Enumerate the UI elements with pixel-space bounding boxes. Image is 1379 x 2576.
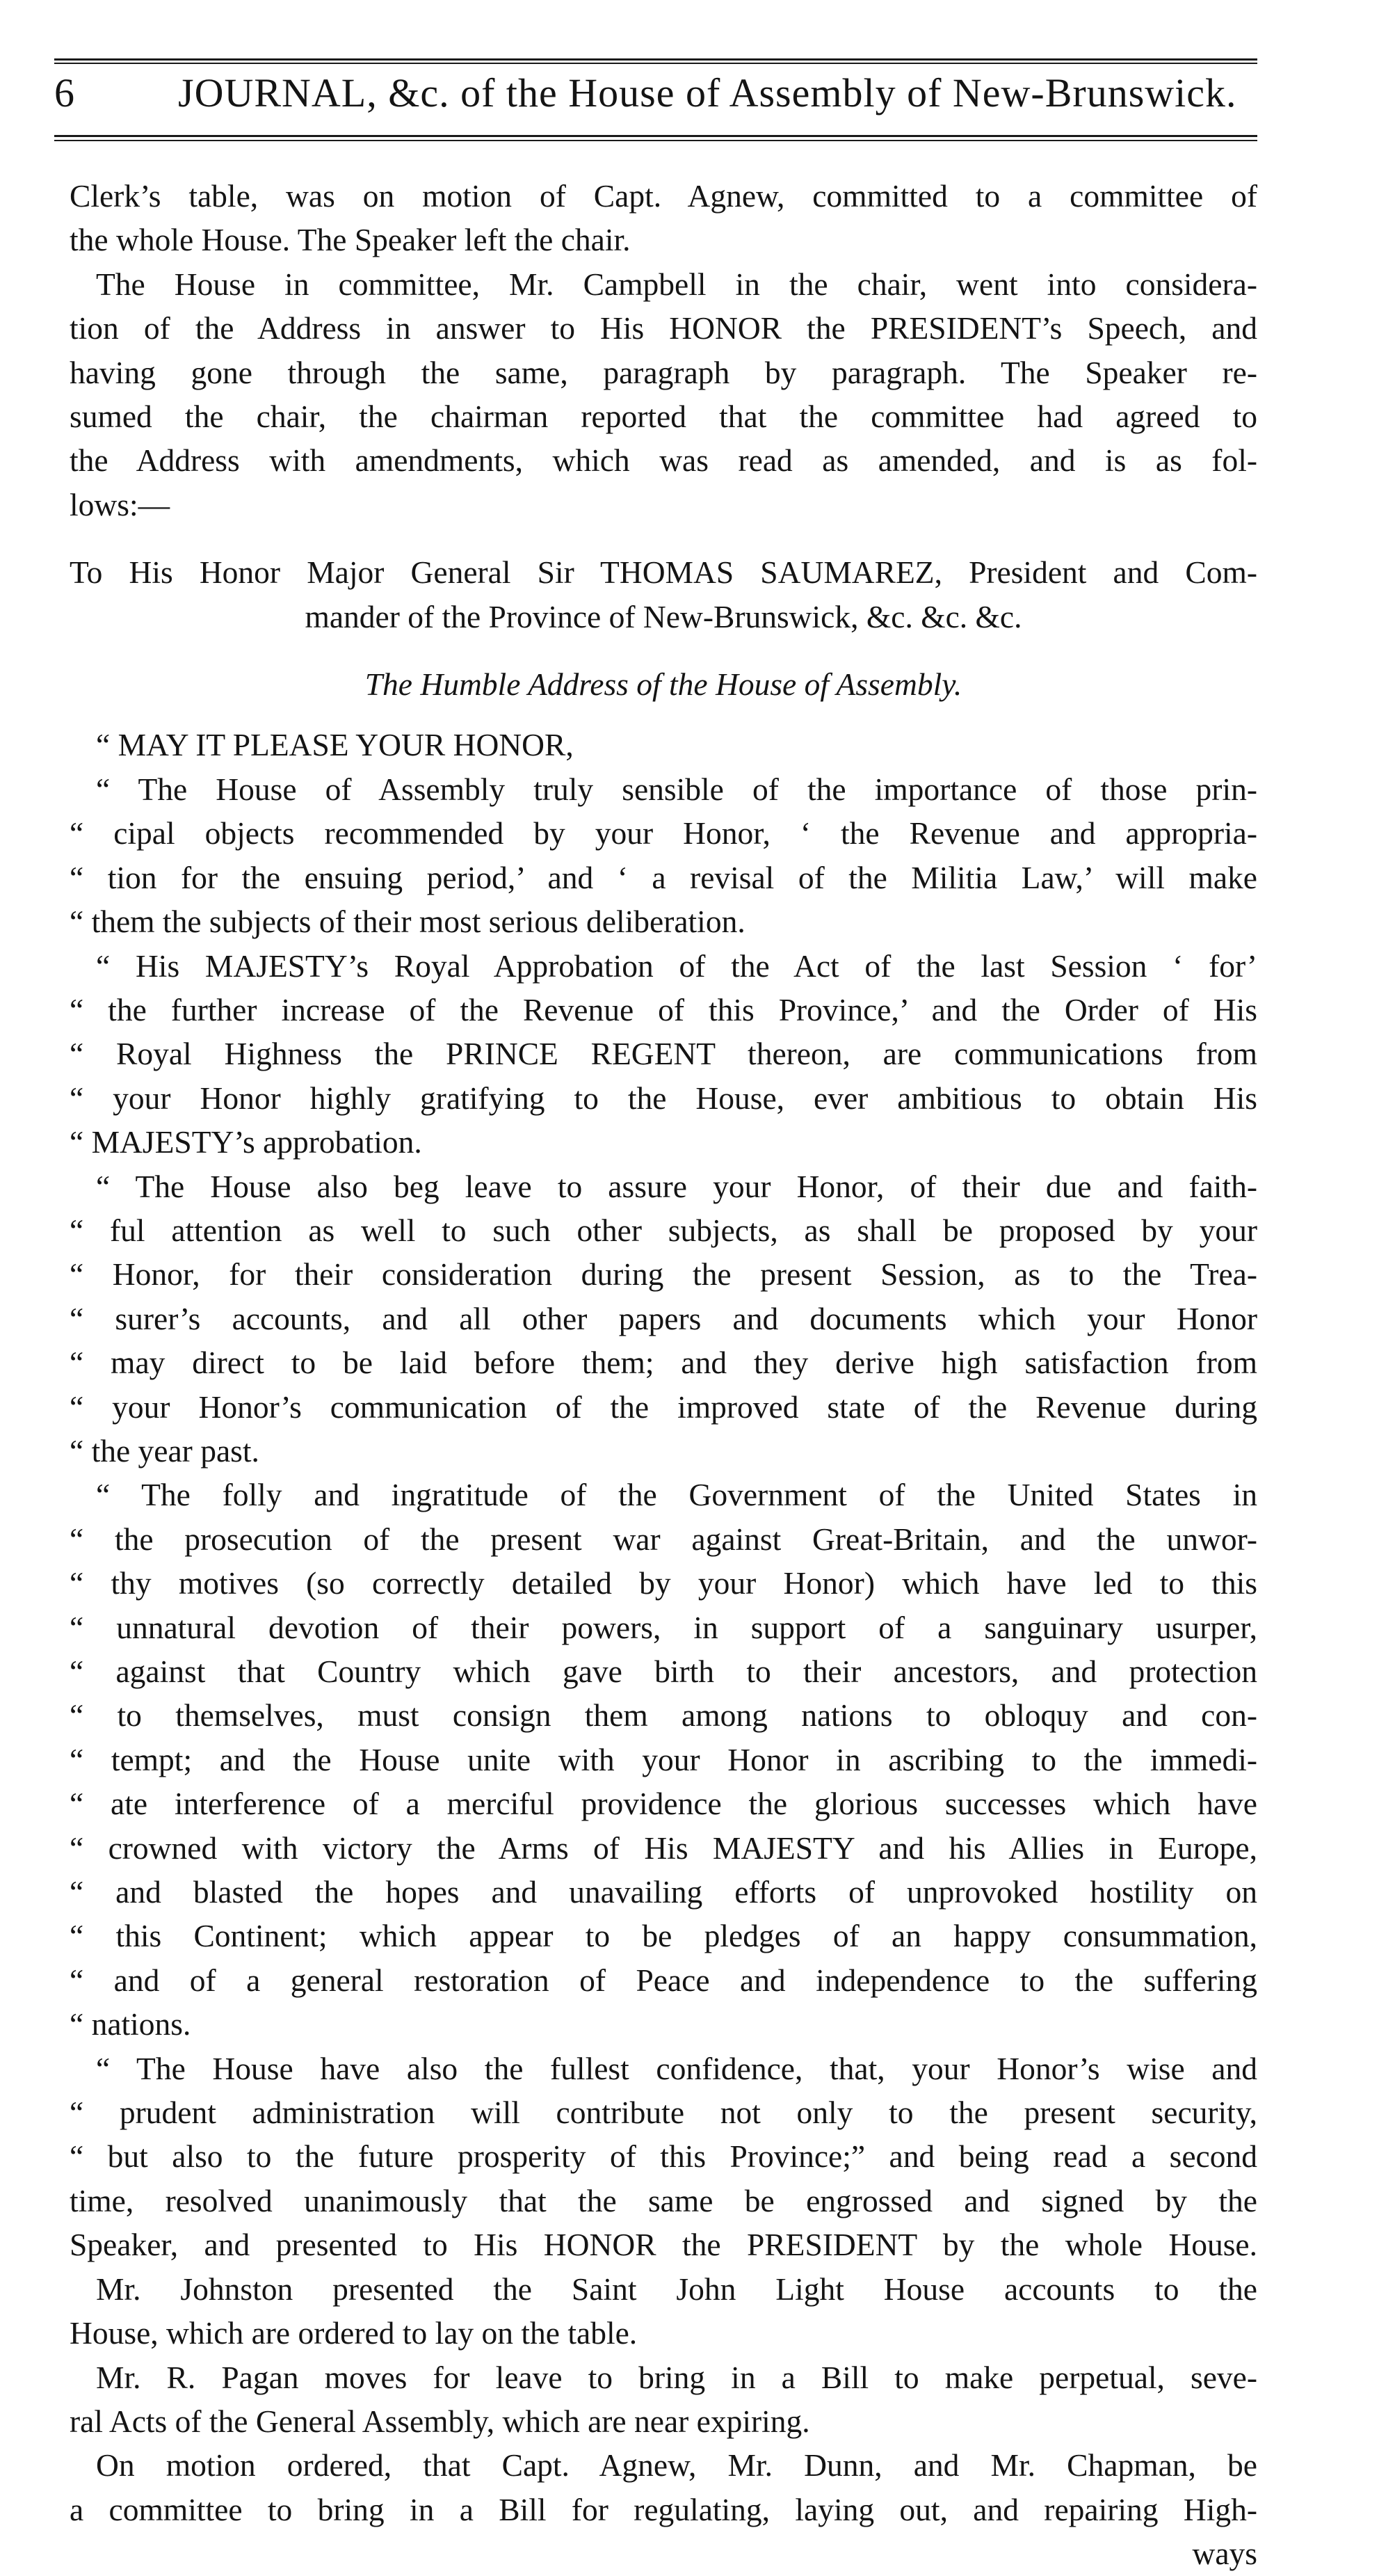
header-rule [54,135,1257,137]
page-number: 6 [54,70,74,115]
text-line: “ the further increase of the Revenue of this Province,’ and the Order of His [70,991,1257,1027]
text-line: having gone through the same, paragraph by paragraph. The Speaker re- [70,354,1257,390]
top-rule [54,58,1257,61]
text-line: a committee to bring in a Bill for regulating, laying out, and repairing High- [70,2491,1257,2527]
text-line: “ unnatural devotion of their powers, in support of a sanguinary usurper, [70,1609,1257,1645]
text-line: House, which are ordered to lay on the table. [70,2315,638,2351]
text-line: “ surer’s accounts, and all other papers and documents which your Honor [70,1300,1257,1336]
text-line: the whole House. The Speaker left the chair. [70,222,631,258]
text-line: time, resolved unanimously that the same be engrossed and signed by the [70,2182,1257,2218]
text-line: “ may direct to be laid before them; and they derive high satisfaction from [70,1345,1257,1381]
text-line: “ prudent administration will contribute not only to the present security, [70,2095,1257,2131]
text-line: “ The House have also the fullest confidence, that, your Honor’s wise and [96,2050,1257,2086]
catchword: ways [1192,2536,1257,2572]
text-line: “ cipal objects recommended by your Honor, ‘ the Revenue and appropria- [70,815,1257,851]
text-line: “ this Continent; which appear to be pledges of an happy consummation, [70,1918,1257,1954]
text-line: sumed the chair, the chairman reported that the committee had agreed to [70,399,1257,435]
text-line: “ Royal Highness the PRINCE REGENT thereon, are communications from [70,1036,1257,1072]
text-line: “ your Honor’s communication of the improved state of the Revenue during [70,1389,1257,1425]
running-title: JOURNAL, &c. of the House of Assembly of New-Brunswick. [178,70,1237,115]
text-line: “ Honor, for their consideration during the present Session, as to the Trea- [70,1256,1257,1293]
text-line: “ crowned with victory the Arms of His MAJESTY and his Allies in Europe, [70,1830,1257,1866]
text-line: tion of the Address in answer to His HONOR the PRESIDENT’s Speech, and [70,310,1257,346]
text-line: Mr. Johnston presented the Saint John Light House accounts to the [96,2271,1257,2307]
text-line: Speaker, and presented to His HONOR the PRESIDENT by the whole House. [70,2227,1257,2263]
text-line: “ ful attention as well to such other subjects, as shall be proposed by your [70,1212,1257,1248]
text-line: “ against that Country which gave birth to their ancestors, and protection [70,1654,1257,1689]
text-line: “ to themselves, must consign them among nations to obloquy and con- [70,1697,1257,1734]
text-line: ral Acts of the General Assembly, which are near expiring. [70,2403,810,2439]
text-line: “ your Honor highly gratifying to the House, ever ambitious to obtain His [70,1080,1257,1116]
salutation: “ MAY IT PLEASE YOUR HONOR, [96,727,574,763]
text-line: “ The House also beg leave to assure your Honor, of their due and faith- [96,1168,1257,1204]
text-line: “ ate interference of a merciful providence the glorious successes which have [70,1786,1257,1822]
text-line: the Address with amendments, which was read as amended, and is as fol- [70,442,1257,479]
address-title: The Humble Address of the House of Assembly. [364,666,962,703]
text-line: “ them the subjects of their most serious deliberation. [70,904,745,940]
text-line: “ His MAJESTY’s Royal Approbation of the Act of the last Session ‘ for’ [96,947,1257,984]
text-line: Clerk’s table, was on motion of Capt. Agnew, committed to a committee of [70,178,1257,214]
text-line: “ the year past. [70,1432,259,1469]
text-line: “ but also to the future prosperity of this Province;” and being read a second [70,2138,1257,2175]
text-line: “ the prosecution of the present war against Great-Britain, and the unwor- [70,1521,1257,1557]
text-line: “ The House of Assembly truly sensible of the importance of those prin- [96,771,1257,807]
text-line: On motion ordered, that Capt. Agnew, Mr. Dunn, and Mr. Chapman, be [96,2447,1257,2483]
text-line: “ nations. [70,2006,191,2042]
text-line: “ and blasted the hopes and unavailing efforts of unprovoked hostility on [70,1874,1257,1910]
address-heading-line: mander of the Province of New-Brunswick, &c. &c. &c. [305,598,1022,634]
text-line: “ The folly and ingratitude of the Government of the United States in [96,1477,1257,1513]
address-heading-line: To His Honor Major General Sir THOMAS SAUMAREZ, President and Com- [70,554,1257,591]
top-rule-thin [54,63,1257,64]
text-line: “ tempt; and the House unite with your Honor in ascribing to the immedi- [70,1741,1257,1777]
journal-text [70,174,1257,2576]
text-line: The House in committee, Mr. Campbell in the chair, went into considera- [96,266,1257,302]
text-line: “ tion for the ensuing period,’ and ‘ a revisal of the Militia Law,’ will make [70,859,1257,895]
text-line: Mr. R. Pagan moves for leave to bring in a Bill to make perpetual, seve- [96,2359,1257,2395]
text-line: “ thy motives (so correctly detailed by your Honor) which have led to this [70,1565,1257,1601]
text-line: lows:— [70,486,170,522]
running-header [54,65,1257,121]
header-rule-thin [54,140,1257,141]
text-line: “ and of a general restoration of Peace and independence to the suffering [70,1962,1257,1998]
text-line: “ MAJESTY’s approbation. [70,1124,422,1160]
